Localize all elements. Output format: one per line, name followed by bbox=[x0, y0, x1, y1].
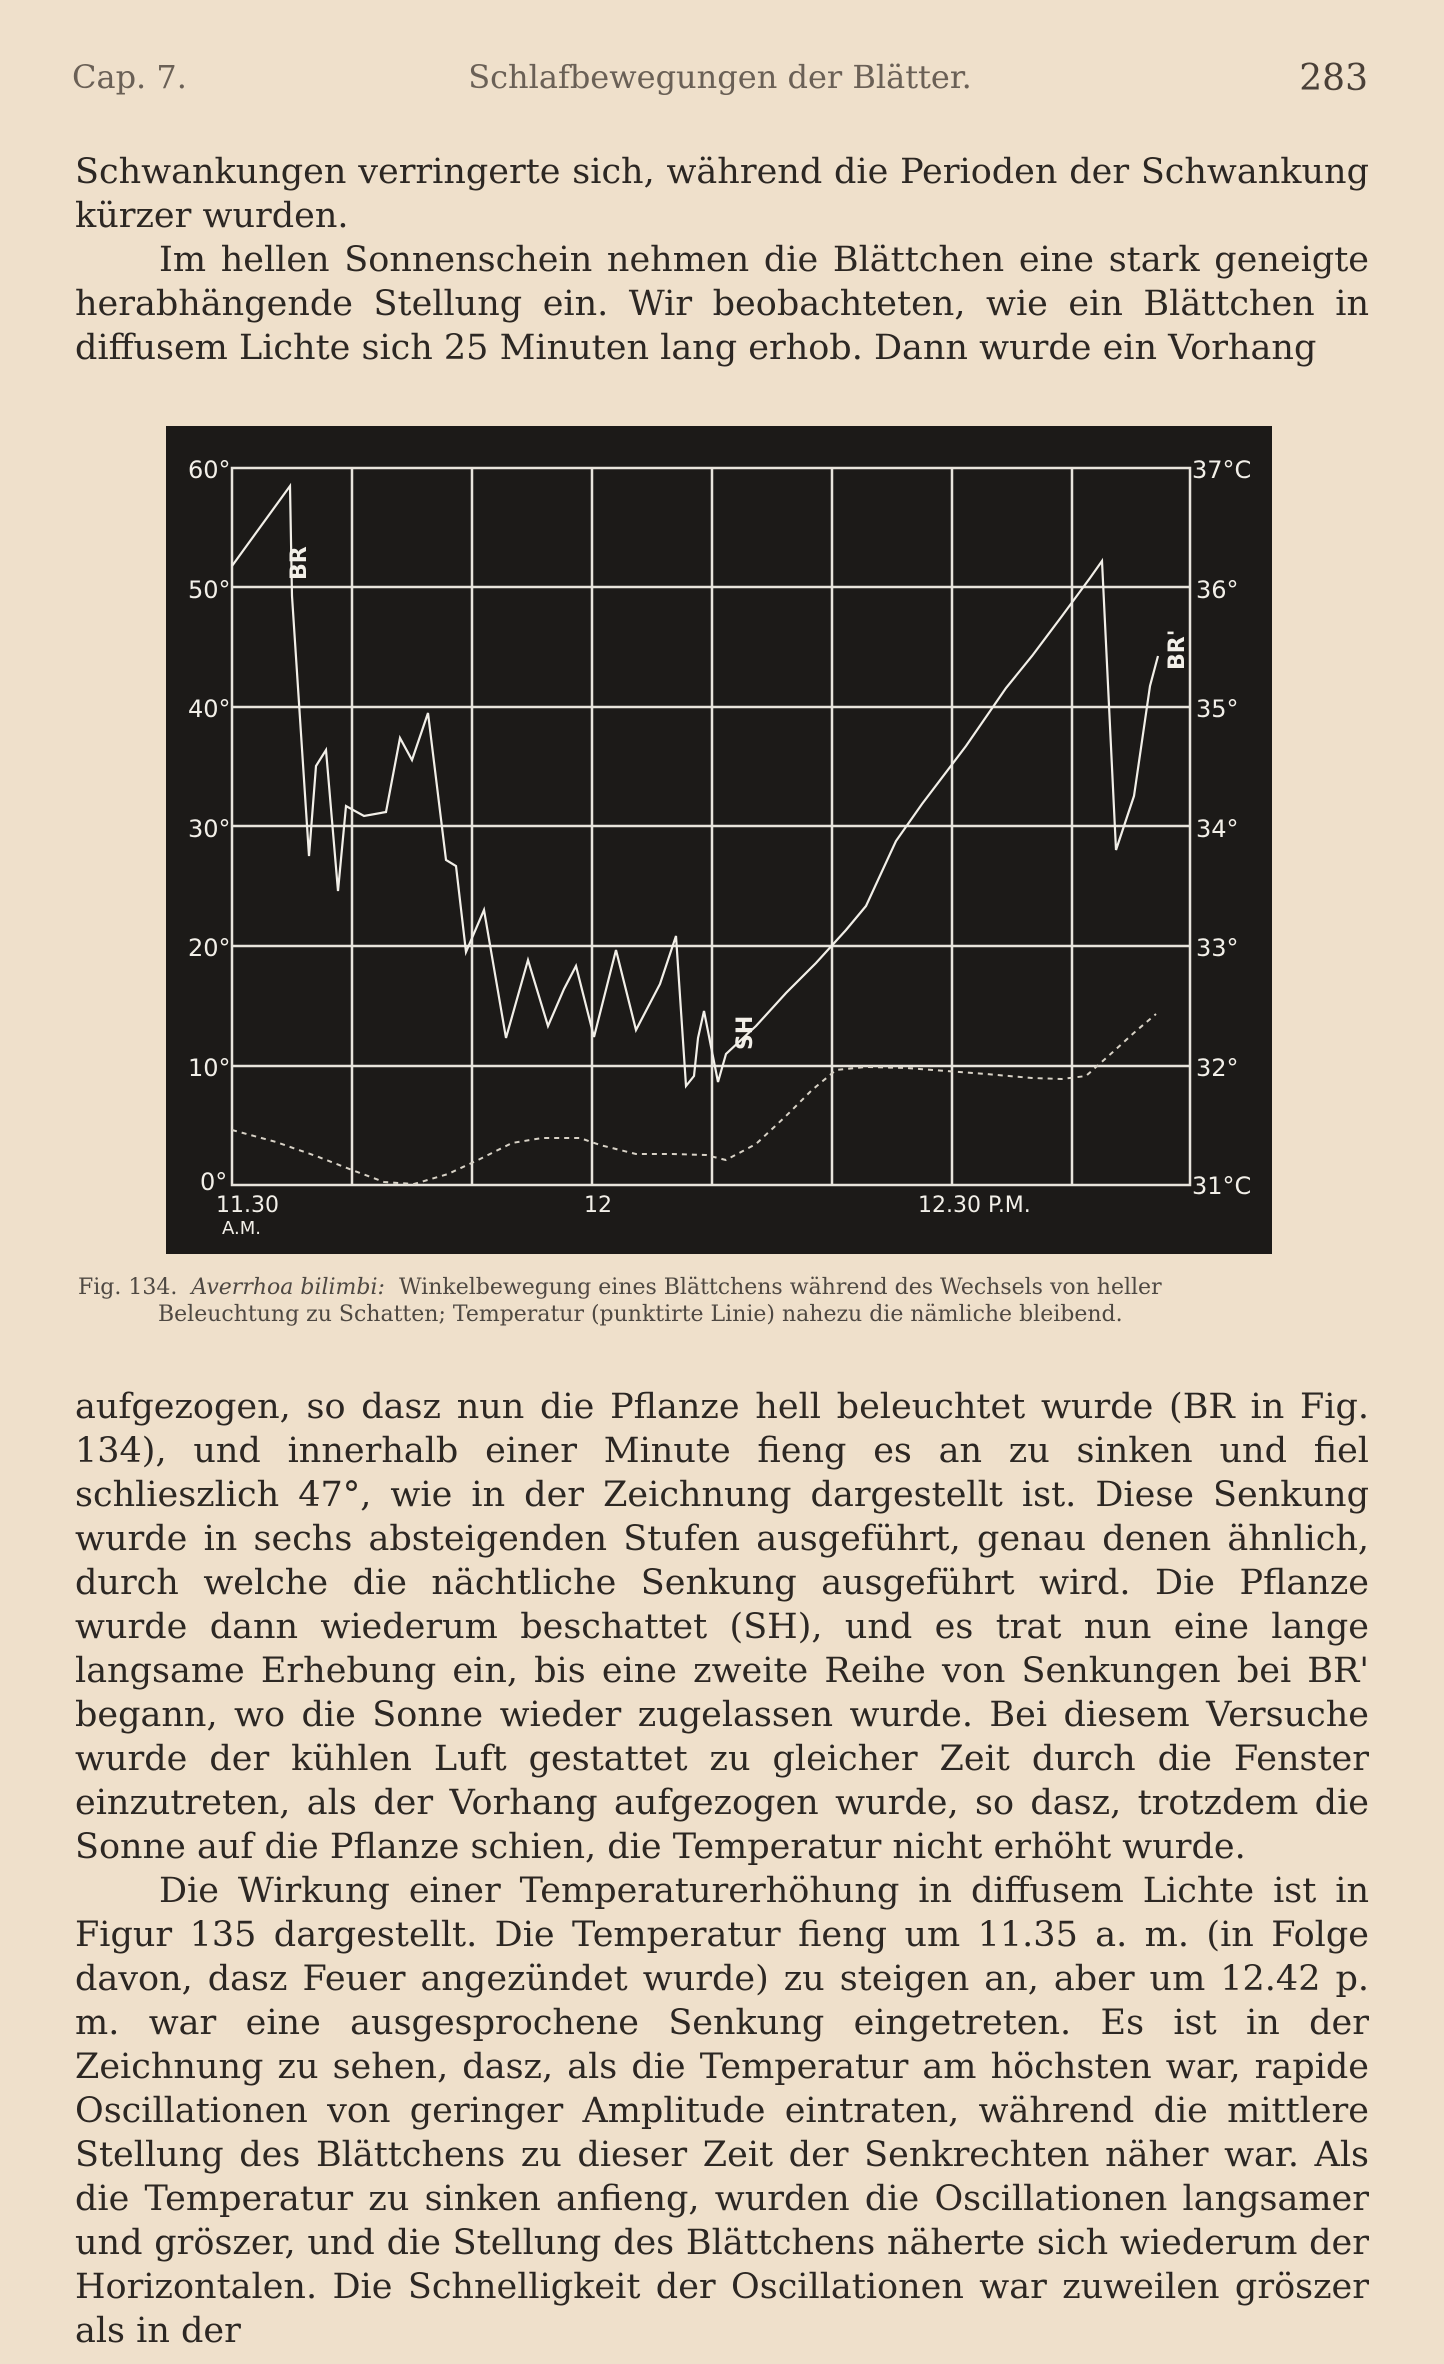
left-axis-label: 60° bbox=[188, 456, 231, 484]
time-label: 12.30 P.M. bbox=[918, 1193, 1031, 1218]
caption-species: Averrhoa bilimbi: bbox=[191, 1275, 385, 1300]
annotation-br-prime: BR' bbox=[1165, 629, 1190, 670]
right-axis-label: 33° bbox=[1196, 934, 1239, 962]
paragraph: aufgezogen, so dasz nun die Pflanze hell beleuchtet wurde (BR in Fig. 134), und innerhalb einer Minute fieng es an zu sinken und fiel schlieszlich 47°, wie in der Zeichnung dargestellt ist. Diese Senkung wurde in sechs absteigenden Stufen ausgeführt, genau denen ähnlich, durch welche die nächtliche Senkung ausgeführt wird. Die Pflanze wurde dann wiederum beschattet (SH), und es trat nun eine lange langsame Erhebung ein, bis eine zweite Reihe von Senkungen bei BR' begann, wo die Sonne wieder zugelassen wurde. Bei diesem Versuche wurde der kühlen Luft gestattet zu gleicher Zeit durch die Fenster einzutreten, als der Vorhang aufgezogen wurde, so dasz, trotzdem die Sonne auf die Pflanze schien, die Temperatur nicht erhöht wurde. bbox=[75, 1387, 1369, 1867]
right-axis-label: 36° bbox=[1196, 576, 1239, 604]
right-axis bbox=[1192, 456, 1251, 1200]
right-axis-label: 37°C bbox=[1192, 456, 1252, 484]
paragraph: Die Wirkung einer Temperaturerhöhung in diffusem Lichte ist in Figur 135 dargestellt. Die Temperatur fieng um 11.35 a. m. (in Folge davon, dasz Feuer angezündet wurde) zu steigen an, aber um 12.42 p. m. war eine ausgesprochene Senkung eingetreten. Es ist in der Zeichnung zu sehen, dasz, als die Temperatur am höchsten war, rapide Oscillationen von geringer Amplitude eintraten, während die mittlere Stellung des Blättchens zu dieser Zeit der Senkrechten näher war. Als die Temperatur zu sinken anfieng, wurden die Oscillationen langsamer und gröszer, und die Stellung des Blättchens näherte sich wiederum der Horizontalen. Die Schnelligkeit der Oscillationen war zuweilen gröszer als in der bbox=[75, 1871, 1369, 2351]
left-axis-label: 40° bbox=[188, 695, 231, 723]
left-axis-label: 0° bbox=[200, 1168, 228, 1196]
annotation-br: BR bbox=[287, 546, 312, 580]
body-text-top bbox=[75, 150, 1369, 370]
page-header bbox=[72, 58, 1368, 102]
left-axis-label: 10° bbox=[188, 1054, 231, 1082]
annotation-sh: SH bbox=[733, 1015, 758, 1050]
annotations bbox=[287, 546, 1190, 1050]
caption-line1: Winkelbewegung eines Blättchens während des Wechsels von heller bbox=[398, 1275, 1162, 1300]
right-axis-label: 34° bbox=[1196, 815, 1239, 843]
paragraph: Schwankungen verringerte sich, während die Perioden der Schwankung kürzer wurden. bbox=[75, 152, 1369, 236]
right-axis-label: 35° bbox=[1196, 695, 1239, 723]
time-label: 11.30 bbox=[216, 1193, 279, 1218]
caption-line2: Beleuchtung zu Schatten; Temperatur (punktirte Linie) nahezu die nämliche bleibend. bbox=[158, 1302, 1123, 1327]
leaflet-angle-line bbox=[232, 486, 1158, 1086]
figure-134-chart bbox=[166, 426, 1272, 1254]
left-axis-label: 20° bbox=[188, 934, 231, 962]
figure-caption bbox=[78, 1274, 1370, 1328]
right-axis-label: 32° bbox=[1196, 1054, 1239, 1082]
chapter-label: Cap. 7. bbox=[72, 58, 187, 96]
paragraph: Im hellen Sonnenschein nehmen die Blättchen eine stark geneigte herabhängende Stellung ein. Wir beobachteten, wie ein Blättchen in diffusem Lichte sich 25 Minuten lang erhob. Dann wurde ein Vorhang bbox=[75, 240, 1369, 368]
right-axis-label: 31°C bbox=[1192, 1172, 1252, 1200]
temperature-dotted-line bbox=[232, 1014, 1156, 1184]
left-axis-label: 30° bbox=[188, 815, 231, 843]
time-label: A.M. bbox=[222, 1218, 261, 1239]
chart-grid bbox=[232, 468, 1190, 1185]
left-axis bbox=[188, 456, 231, 1196]
caption-fig-label: Fig. 134. bbox=[78, 1275, 178, 1300]
running-title: Schlafbewegungen der Blätter. bbox=[468, 58, 972, 96]
chart-svg bbox=[166, 426, 1272, 1254]
time-axis bbox=[216, 1193, 1031, 1239]
left-axis-label: 50° bbox=[188, 576, 231, 604]
page-number: 283 bbox=[1299, 58, 1368, 99]
time-label: 12 bbox=[584, 1193, 612, 1218]
body-text-bottom bbox=[75, 1385, 1369, 2353]
